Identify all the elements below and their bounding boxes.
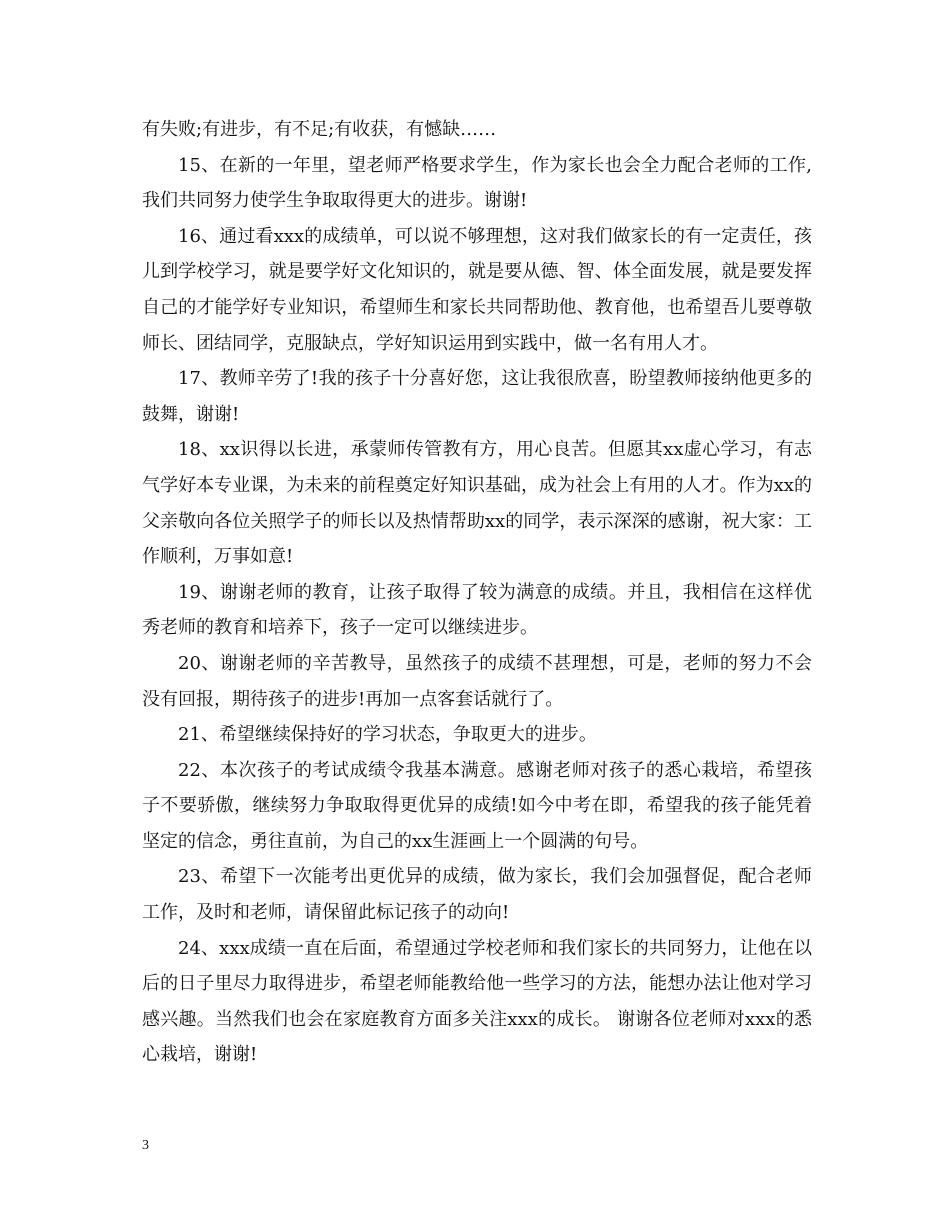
paragraph-19: 19、谢谢老师的教育，让孩子取得了较为满意的成绩。并且，我相信在这样优秀老师的教育和培养下，孩子一定可以继续进步。 <box>142 581 812 639</box>
paragraph-24: 24、xxx成绩一直在后面，希望通过学校老师和我们家长的共同努力，让他在以后的日子里尽力取得进步，希望老师能教给他一些学习的方法，能想办法让他对学习感兴趣。当然我们也会在家庭教育方面多关注xxx的成长。 谢谢各位老师对xxx的悉心栽培，谢谢! <box>142 937 812 1066</box>
paragraph-20: 20、谢谢老师的辛苦教导，虽然孩子的成绩不甚理想，可是，老师的努力不会没有回报，期待孩子的进步!再加一点客套话就行了。 <box>142 652 812 710</box>
paragraph-continuation: 有失败;有进步，有不足;有收获，有憾缺…… <box>142 119 497 140</box>
paragraph-15: 15、在新的一年里，望老师严格要求学生，作为家长也会全力配合老师的工作,我们共同努力使学生争取取得更大的进步。谢谢! <box>142 154 812 212</box>
paragraph-16: 16、通过看xxx的成绩单，可以说不够理想，这对我们做家长的有一定责任，孩儿到学校学习，就是要学好文化知识的，就是要从德、智、体全面发展，就是要发挥自己的才能学好专业知识，希望师生和家长共同帮助他、教育他，也希望吾儿要尊敬师长、团结同学，克服缺点，学好知识运用到实践中，做一名有用人才。 <box>142 225 812 354</box>
paragraph-21: 21、希望继续保持好的学习状态，争取更大的进步。 <box>178 724 597 746</box>
paragraph-18: 18、xx识得以长进，承蒙师传管教有方，用心良苦。但愿其xx虚心学习，有志气学好本专业课，为未来的前程奠定好知识基础，成为社会上有用的人才。作为xx的父亲敬向各位关照学子的师长以及热情帮助xx的同学，表示深深的感谢，祝大家：工作顺利，万事如意! <box>142 439 812 568</box>
paragraph-17: 17、教师辛劳了!我的孩子十分喜好您，这让我很欣喜，盼望教师接纳他更多的鼓舞，谢谢! <box>142 368 812 425</box>
page-number: 3 <box>142 1138 149 1153</box>
paragraph-22: 22、本次孩子的考试成绩令我基本满意。感谢老师对孩子的悉心栽培，希望孩子不要骄傲，继续努力争取取得更优异的成绩!如今中考在即，希望我的孩子能凭着坚定的信念，勇往直前，为自己的xx生涯画上一个圆满的句号。 <box>142 759 812 852</box>
document-body <box>142 112 812 1073</box>
paragraph-23: 23、希望下一次能考出更优异的成绩，做为家长，我们会加强督促，配合老师工作，及时和老师，请保留此标记孩子的动向! <box>142 866 812 924</box>
